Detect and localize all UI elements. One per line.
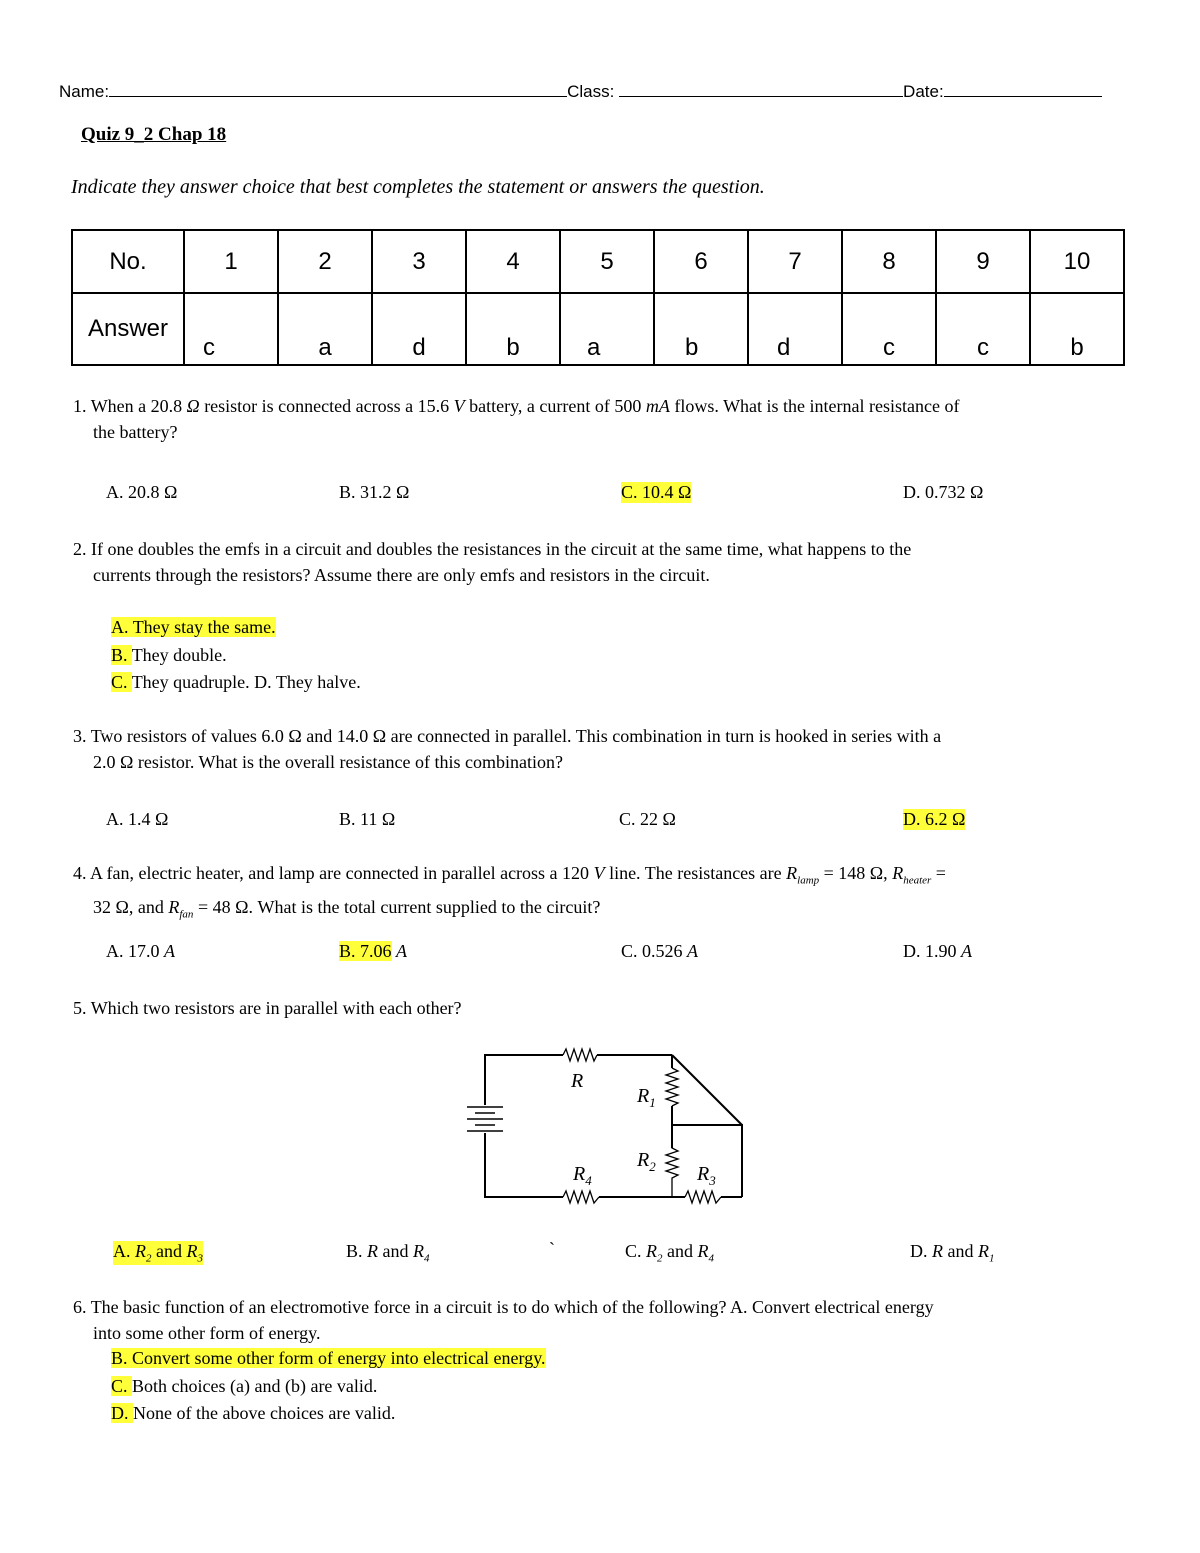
option-text: A. 17.0: [106, 941, 164, 961]
q5-option-b[interactable]: [346, 1241, 430, 1265]
option-letter: C.: [111, 672, 132, 692]
q1-milliamp: mA: [645, 396, 670, 416]
q4-r-fan: R: [168, 896, 180, 917]
question-number: 3.: [73, 726, 87, 746]
table-cell-answer: b: [466, 293, 560, 365]
q4-option-a[interactable]: [106, 941, 175, 962]
q3-text-line2: 2.0 Ω resistor. What is the overall resistance of this combination?: [93, 752, 563, 772]
label-text: R: [637, 1149, 650, 1171]
question-number: 1.: [73, 396, 87, 416]
option-text: B.: [346, 1241, 368, 1261]
quiz-title: Quiz 9_2 Chap 18: [81, 124, 227, 145]
resistor-r4: [563, 1191, 599, 1203]
q5-option-a[interactable]: [113, 1241, 203, 1265]
label-r: [570, 1070, 583, 1092]
q4-sub-fan: fan: [179, 908, 194, 921]
q4-option-c[interactable]: [621, 941, 698, 962]
option-sub: 4: [424, 1252, 430, 1265]
q4-text: = 148 Ω,: [819, 863, 893, 883]
q3-option-c[interactable]: C. 22 Ω: [619, 809, 676, 829]
q5-text: Which two resistors are in parallel with each other?: [90, 998, 462, 1018]
wire: [672, 1125, 742, 1197]
option-r: R: [367, 1241, 379, 1261]
q4-sub-lamp: lamp: [797, 874, 820, 887]
option-letter: D.: [111, 1403, 133, 1423]
q1-option-d[interactable]: D. 0.732 Ω: [903, 482, 984, 502]
option-r: R: [413, 1241, 425, 1261]
label-sub: 2: [649, 1159, 656, 1174]
table-cell-answer: a: [278, 293, 372, 365]
table-cell-number: 2: [278, 230, 372, 293]
date-label: Date:: [903, 82, 944, 101]
q5-option-d[interactable]: [910, 1241, 995, 1265]
option-r: R: [186, 1241, 198, 1261]
label-text: R: [697, 1163, 710, 1185]
label-sub: 3: [709, 1173, 716, 1188]
table-cell-answer: c: [936, 293, 1030, 365]
option-unit: A: [164, 941, 175, 961]
question-number: 6.: [73, 1297, 87, 1317]
date-field[interactable]: [944, 80, 1102, 97]
table-cell-answer: a: [560, 293, 654, 365]
q2-options: [111, 614, 361, 697]
q4-volt: V: [593, 863, 605, 883]
question-number: 2.: [73, 539, 87, 559]
q1-text: When a 20.8: [90, 396, 187, 416]
q6-option-c[interactable]: [111, 1373, 546, 1401]
q4-text: = 48 Ω. What is the total current supplied to the circuit?: [193, 896, 601, 917]
q1-text-line2: the battery?: [93, 422, 178, 442]
q6-options: [111, 1345, 546, 1428]
resistor-r3: [685, 1191, 721, 1203]
option-sub: 2: [657, 1252, 663, 1265]
wire: [485, 1133, 563, 1197]
q5-option-c[interactable]: [625, 1241, 714, 1265]
option-text: B. Convert some other form of energy into electrical energy.: [111, 1348, 546, 1368]
q6-text-line2: into some other form of energy.: [93, 1323, 321, 1343]
q2-text: If one doubles the emfs in a circuit and doubles the resistances in the circuit at the same time, what happens to the: [91, 539, 912, 559]
q4-r-heater: R: [892, 863, 904, 883]
table-cell-number: 5: [560, 230, 654, 293]
q4-r-lamp: R: [786, 863, 798, 883]
q2-option-b[interactable]: [111, 642, 361, 670]
label-sub: 4: [585, 1173, 592, 1188]
question-5: [73, 995, 1143, 1021]
question-4: [73, 860, 1143, 927]
q1-ohm: Ω: [186, 396, 200, 416]
option-text: None of the above choices are valid.: [133, 1403, 396, 1423]
q6-text: The basic function of an electromotive force in a circuit is to do which of the following? A. Convert electrical energy: [90, 1297, 934, 1317]
question-3: [73, 723, 1143, 775]
option-r: R: [697, 1241, 709, 1261]
option-r: R: [978, 1241, 989, 1261]
q4-text: 32 Ω, and: [93, 896, 169, 917]
q4-text: line. The resistances are: [604, 863, 787, 883]
q4-option-b[interactable]: [339, 941, 407, 962]
q3-option-b[interactable]: B. 11 Ω: [339, 809, 396, 829]
table-cell-number: 3: [372, 230, 466, 293]
option-r: R: [646, 1241, 658, 1261]
table-cell-answer: c: [842, 293, 936, 365]
table-cell-answer: b: [1030, 293, 1124, 365]
q1-text: flows. What is the internal resistance of: [669, 396, 960, 416]
wire: [485, 1055, 563, 1105]
table-row-answers: [72, 293, 1124, 365]
q1-option-a[interactable]: A. 20.8 Ω: [106, 482, 178, 502]
option-sub: 2: [146, 1252, 152, 1265]
option-letter: A.: [111, 617, 133, 637]
option-r: R: [135, 1241, 146, 1261]
option-unit: A: [396, 941, 408, 961]
wire-diagonal: [672, 1055, 742, 1125]
table-cell-number: 8: [842, 230, 936, 293]
circuit-diagram: [455, 1040, 755, 1210]
label-text: R: [571, 1070, 584, 1092]
label-r1: [636, 1085, 656, 1110]
label-sub: 1: [649, 1095, 656, 1110]
table-row-numbers: [72, 230, 1124, 293]
battery-icon: [467, 1107, 503, 1131]
option-text: and: [151, 1241, 187, 1261]
table-cell-number: 7: [748, 230, 842, 293]
label-r4: [572, 1163, 592, 1188]
q4-text: A fan, electric heater, and lamp are connected in parallel across a 120: [90, 863, 594, 883]
table-cell-answer: c: [184, 293, 278, 365]
question-2: [73, 536, 1143, 588]
header-row: [59, 80, 1129, 102]
table-cell-number: 10: [1030, 230, 1124, 293]
option-text: D.: [910, 1241, 932, 1261]
table-cell-answer: d: [748, 293, 842, 365]
instructions: Indicate they answer choice that best completes the statement or answers the question.: [71, 176, 765, 198]
table-cell-answer: d: [372, 293, 466, 365]
option-text: and: [378, 1241, 414, 1261]
option-text: Both choices (a) and (b) are valid.: [132, 1375, 378, 1396]
q3-option-a[interactable]: A. 1.4 Ω: [106, 809, 169, 829]
q2-option-c[interactable]: [111, 669, 361, 697]
q4-text: =: [931, 863, 946, 883]
option-text: B. 7.06: [339, 941, 392, 961]
answer-header: Answer: [72, 293, 184, 365]
option-text: A.: [113, 1241, 135, 1261]
q4-option-d[interactable]: [903, 941, 972, 962]
label-r2: [636, 1149, 656, 1174]
q1-text: battery, a current of 500: [464, 396, 646, 416]
question-number: 5.: [73, 998, 87, 1018]
option-letter: B.: [111, 644, 132, 665]
option-text: They double.: [131, 644, 227, 665]
option-letter: C.: [111, 1375, 133, 1396]
resistor-r1: [666, 1068, 678, 1106]
option-text: C.: [625, 1241, 647, 1261]
table-cell-number: 1: [184, 230, 278, 293]
class-field[interactable]: [619, 80, 903, 97]
question-number: 4.: [73, 863, 87, 883]
option-text: and: [943, 1241, 978, 1261]
label-r3: [696, 1163, 716, 1188]
option-sub: 1: [989, 1252, 995, 1265]
q2-text-line2: currents through the resistors? Assume there are only emfs and resistors in the circuit.: [93, 565, 710, 585]
option-unit: A: [961, 941, 972, 961]
q1-option-c[interactable]: C. 10.4 Ω: [621, 482, 692, 502]
option-text: C. 0.526: [621, 941, 688, 961]
answer-table: [71, 229, 1125, 366]
resistor-r2: [666, 1125, 678, 1197]
label-text: R: [637, 1085, 650, 1107]
question-6: [73, 1294, 1143, 1346]
option-sub: 3: [197, 1252, 203, 1265]
option-text: and: [662, 1241, 698, 1261]
label-text: R: [573, 1163, 586, 1185]
table-cell-number: 6: [654, 230, 748, 293]
q1-option-b[interactable]: B. 31.2 Ω: [339, 482, 410, 502]
option-text: They quadruple. D. They halve.: [131, 672, 361, 692]
table-cell-answer: b: [654, 293, 748, 365]
name-field[interactable]: [109, 80, 567, 97]
option-r: R: [932, 1241, 943, 1261]
q6-option-b[interactable]: [111, 1345, 546, 1373]
q4-sub-heater: heater: [903, 874, 932, 887]
option-sub: 4: [708, 1252, 715, 1265]
table-cell-number: 9: [936, 230, 1030, 293]
option-unit: A: [687, 941, 699, 961]
q3-text: Two resistors of values 6.0 Ω and 14.0 Ω are connected in parallel. This combination in turn is hooked in series with a: [90, 726, 942, 746]
q1-text: resistor is connected across a 15.6: [199, 396, 454, 416]
q6-option-d[interactable]: [111, 1400, 546, 1428]
stray-mark: `: [549, 1239, 555, 1259]
q1-volt: V: [453, 396, 465, 416]
name-label: Name:: [59, 82, 110, 101]
question-1: [73, 393, 1143, 445]
option-text: They stay the same.: [132, 617, 276, 637]
q2-option-a[interactable]: [111, 614, 361, 642]
no-header: No.: [72, 230, 184, 293]
q3-option-d[interactable]: D. 6.2 Ω: [903, 809, 966, 829]
class-label: Class:: [567, 82, 615, 101]
option-text: D. 1.90: [903, 941, 961, 961]
resistor-r: [563, 1049, 597, 1061]
table-cell-number: 4: [466, 230, 560, 293]
